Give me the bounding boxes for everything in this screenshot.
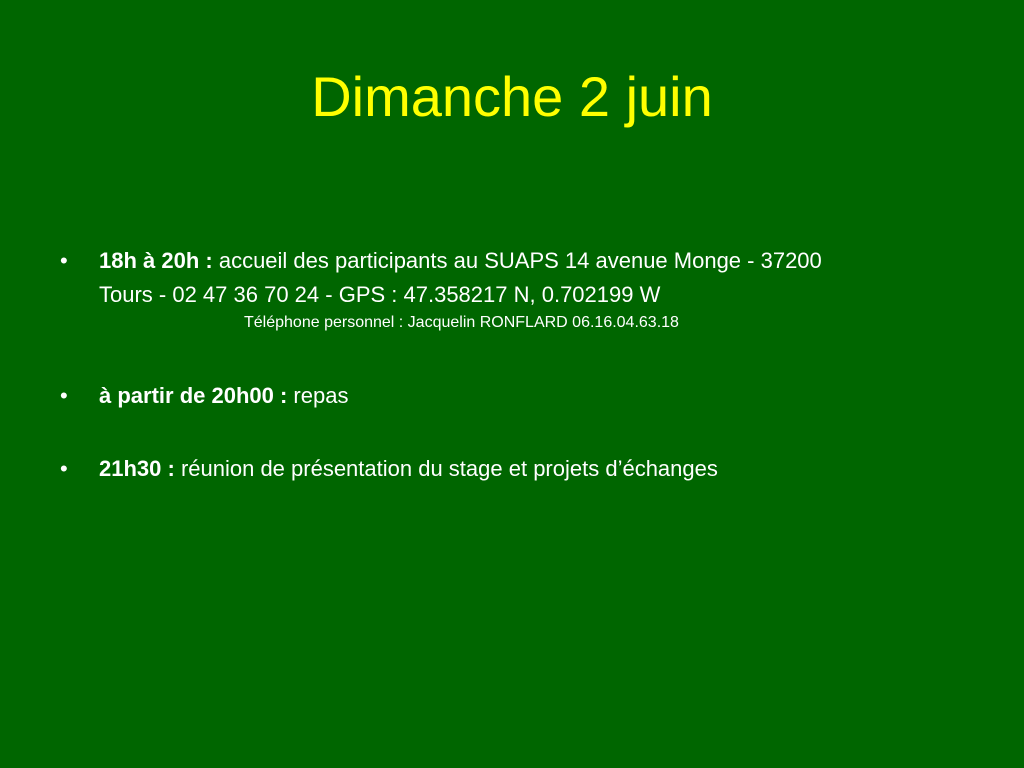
item-time-label: 18h à 20h :	[99, 248, 213, 273]
bullet-text	[99, 452, 959, 486]
slide-title: Dimanche 2 juin	[311, 65, 713, 128]
bullet-marker: •	[60, 456, 68, 481]
item-description-line1: accueil des participants au SUAPS 14 avenue Monge - 37200	[212, 248, 822, 273]
item-time-label: à partir de 20h00 :	[99, 383, 288, 408]
bullet-text	[99, 379, 959, 413]
list-item	[0, 244, 1024, 312]
item-time-label: 21h30 :	[99, 456, 175, 481]
bullet-text	[99, 244, 959, 312]
bullet-marker: •	[60, 248, 68, 273]
item-description: repas	[287, 383, 349, 408]
list-item	[0, 452, 1024, 486]
list-item	[0, 379, 1024, 413]
item-description-line2: Tours - 02 47 36 70 24 - GPS : 47.358217 N, 0.702199 W	[99, 282, 661, 307]
phone-note-text: Téléphone personnel : Jacquelin RONFLARD 06.16.04.63.18	[244, 314, 679, 331]
bullet-marker: •	[60, 383, 68, 408]
item-description: réunion de présentation du stage et projets d’échanges	[174, 456, 718, 481]
